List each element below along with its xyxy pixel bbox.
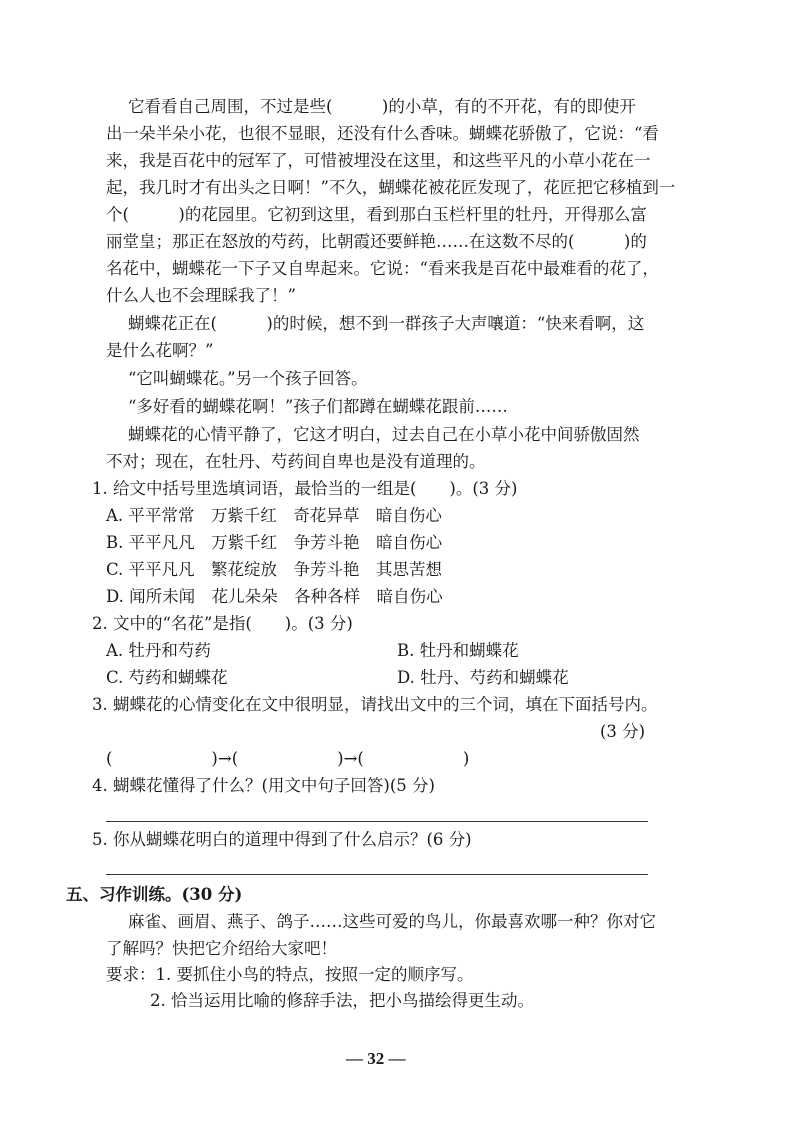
passage-line-5: 个( )的花园里。它初到这里，看到那白玉栏杆里的牡丹，开得那么富	[106, 205, 647, 224]
passage-line-11: “它叫蝴蝶花。”另一个孩子回答。	[128, 369, 368, 388]
section-5-title: 五、习作训练。(30 分)	[66, 885, 243, 904]
section-5-prompt-line-1: 麻雀、画眉、燕子、鸽子……这些可爱的鸟儿，你最喜欢哪一种？你对它	[128, 912, 656, 931]
passage-line-3: 来，我是百花中的冠军了，可惜被埋没在这里，和这些平凡的小草小花在一	[106, 151, 651, 170]
section-5-requirement-1: 要求：1. 要抓住小鸟的特点，按照一定的顺序写。	[106, 965, 474, 984]
question-2-option-d[interactable]: D. 牡丹、芍药和蝴蝶花	[397, 668, 569, 687]
question-1-option-d[interactable]: D. 闻所未闻 花儿朵朵 各种各样 暗自伤心	[106, 587, 443, 606]
question-2-option-a[interactable]: A. 牡丹和芍药	[106, 641, 211, 660]
passage-line-1: 它看看自己周围，不过是些( )的小草，有的不开花，有的即使开	[128, 97, 636, 116]
question-4-stem: 4. 蝴蝶花懂得了什么？(用文中句子回答)(5 分)	[92, 776, 435, 795]
question-1-option-a[interactable]: A. 平平常常 万紫千红 奇花异草 暗自伤心	[106, 506, 442, 525]
question-1-option-b[interactable]: B. 平平凡凡 万紫千红 争芳斗艳 暗自伤心	[106, 533, 443, 552]
question-4-answer-line[interactable]	[106, 821, 648, 822]
section-5-requirement-2: 2. 恰当运用比喻的修辞手法，把小鸟描绘得更生动。	[150, 991, 534, 1010]
passage-line-6: 丽堂皇；那正在怒放的芍药，比朝霞还要鲜艳……在这数不尽的( )的	[106, 232, 647, 251]
question-2-option-c[interactable]: C. 芍药和蝴蝶花	[106, 668, 228, 687]
question-3-stem: 3. 蝴蝶花的心情变化在文中很明显，请找出文中的三个词，填在下面括号内。	[92, 695, 658, 714]
question-5-answer-line[interactable]	[106, 874, 648, 875]
passage-line-8: 什么人也不会理睬我了！”	[106, 286, 296, 305]
page-number: — 32 —	[346, 1049, 406, 1068]
passage-line-4: 起，我几时才有出头之日啊！”不久，蝴蝶花被花匠发现了，花匠把它移植到一	[106, 178, 676, 197]
question-1-option-c[interactable]: C. 平平凡凡 繁花绽放 争芳斗艳 其思苦想	[106, 560, 443, 579]
question-3-blanks[interactable]: ( )→( )→( )	[106, 749, 470, 768]
passage-line-14: 不对；现在，在牡丹、芍药间自卑也是没有道理的。	[106, 452, 486, 471]
passage-line-10: 是什么花啊？”	[106, 341, 214, 360]
passage-line-2: 出一朵半朵小花，也很不显眼，还没有什么香味。蝴蝶花骄傲了，它说：“看	[106, 124, 659, 143]
passage-line-12: “多好看的蝴蝶花啊！”孩子们都蹲在蝴蝶花跟前……	[128, 397, 508, 416]
question-2-option-b[interactable]: B. 牡丹和蝴蝶花	[397, 641, 519, 660]
passage-line-13: 蝴蝶花的心情平静了，它这才明白，过去自己在小草小花中间骄傲固然	[128, 425, 640, 444]
question-5-stem: 5. 你从蝴蝶花明白的道理中得到了什么启示？(6 分)	[92, 830, 472, 849]
question-2-stem: 2. 文中的“名花”是指( )。(3 分)	[92, 614, 353, 633]
passage-line-9: 蝴蝶花正在( )的时候，想不到一群孩子大声嚷道：“快来看啊，这	[128, 314, 645, 333]
question-3-score: (3 分)	[600, 722, 646, 741]
passage-line-7: 名花中，蝴蝶花一下子又自卑起来。它说：“看来我是百花中最难看的花了，	[106, 259, 659, 278]
question-1-stem: 1. 给文中括号里选填词语，最恰当的一组是( )。(3 分)	[92, 479, 518, 498]
section-5-prompt-line-2: 了解吗？快把它介绍给大家吧！	[106, 939, 337, 958]
